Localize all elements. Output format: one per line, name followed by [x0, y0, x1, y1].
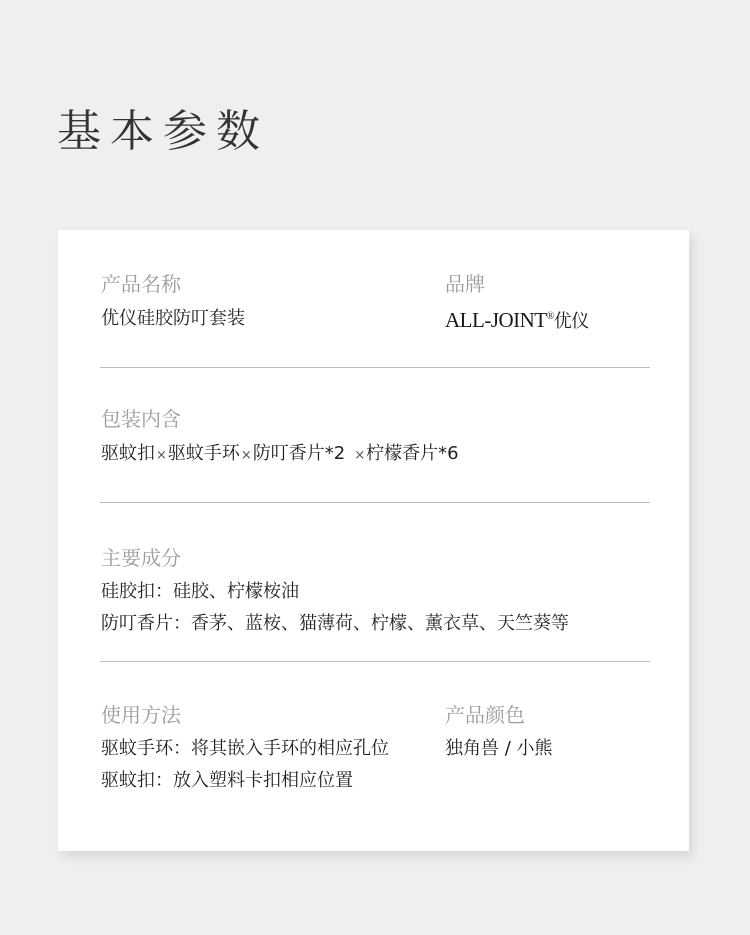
color-value: 独角兽 / 小熊: [445, 738, 553, 759]
times-sign: ×: [240, 448, 252, 463]
ingredients-label: 主要成分: [101, 546, 181, 570]
product-name-value: 优仪硅胶防叮套装: [101, 308, 245, 329]
product-name-label: 产品名称: [101, 272, 181, 296]
package-label: 包装内含: [101, 407, 181, 431]
color-field: [445, 701, 553, 765]
package-item: 防叮香片*2: [252, 443, 346, 464]
ingredients-line-1: 硅胶扣：硅胶、柠檬桉油: [101, 581, 299, 602]
brand-logo-cn: 优仪: [553, 311, 589, 332]
spec-card: [58, 230, 689, 851]
brand-logo: [445, 302, 589, 337]
package-item: 驱蚊手环: [167, 443, 240, 464]
page-title: 基本参数: [57, 106, 269, 157]
brand-logo-text: ALL-JOINT: [445, 308, 547, 332]
divider: [100, 661, 650, 662]
divider: [100, 367, 650, 368]
usage-label: 使用方法: [101, 703, 181, 727]
usage-field: [101, 701, 389, 797]
package-field: [101, 405, 459, 472]
brand-label: 品牌: [445, 272, 485, 296]
color-label: 产品颜色: [445, 703, 525, 727]
package-value: [101, 438, 459, 472]
ingredients-field: [101, 544, 569, 640]
product-name-field: [101, 270, 245, 335]
times-sign: ×: [156, 448, 167, 463]
usage-line-1: 驱蚊手环：将其嵌入手环的相应孔位: [101, 738, 389, 759]
package-item: 驱蚊扣: [101, 443, 155, 464]
ingredients-line-2: 防叮香片：香茅、蓝桉、猫薄荷、柠檬、薰衣草、天竺葵等: [101, 613, 569, 634]
brand-field: [445, 270, 589, 337]
package-item: 柠檬香片*6: [366, 443, 459, 464]
registered-mark: ®: [546, 311, 554, 322]
divider: [100, 502, 650, 503]
usage-line-2: 驱蚊扣：放入塑料卡扣相应位置: [101, 770, 353, 791]
times-sign: ×: [354, 448, 366, 463]
